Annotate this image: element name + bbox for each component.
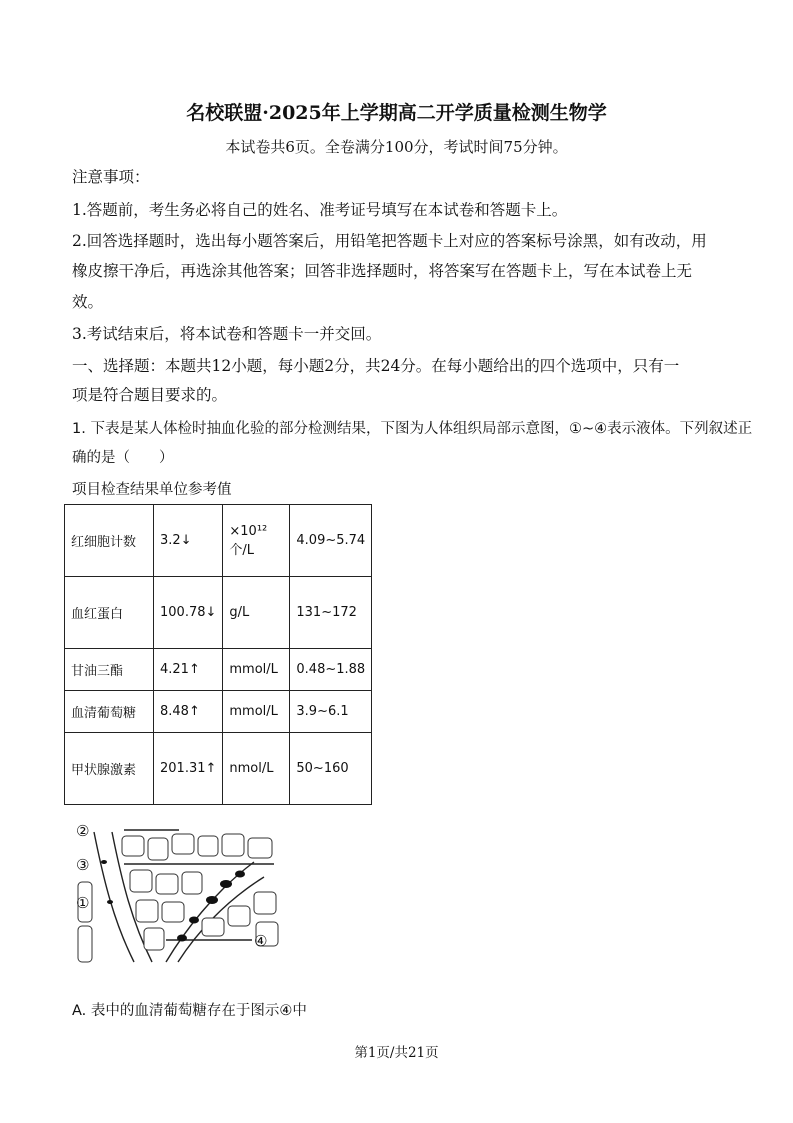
- section-heading-line-1: 一、选择题：本题共12小题，每小题2分，共24分。在每小题给出的四个选项中，只有一: [72, 357, 680, 375]
- table-caption: 项目检查结果单位参考值: [72, 482, 232, 498]
- question-1-stem-line-2: 确的是（ ）: [72, 450, 174, 466]
- tissue-diagram: [74, 822, 288, 968]
- cell-unit: ×10¹² 个/L: [223, 505, 290, 577]
- cell-ref: 50~160: [290, 733, 372, 805]
- blood-test-table: [64, 504, 372, 805]
- notice-item-2-line-3: 效。: [72, 293, 104, 311]
- table-row: [65, 505, 372, 577]
- cell-result: 100.78↓: [154, 577, 223, 649]
- table-row: [65, 733, 372, 805]
- cell-unit: mmol/L: [223, 691, 290, 733]
- cell-unit: mmol/L: [223, 649, 290, 691]
- fig-label-3: ③: [76, 856, 90, 874]
- question-1-stem-line-1: 1. 下表是某人体检时抽血化验的部分检测结果，下图为人体组织局部示意图，①~④表示液体。下列叙述正: [72, 421, 753, 437]
- fig-label-2: ②: [76, 822, 90, 840]
- notice-item-2-line-1: 2.回答选择题时，选出每小题答案后，用铅笔把答题卡上对应的答案标号涂黑，如有改动，用: [72, 232, 707, 250]
- cell-item: 甲状腺激素: [65, 733, 154, 805]
- cell-unit: nmol/L: [223, 733, 290, 805]
- cell-result: 201.31↑: [154, 733, 223, 805]
- cell-result: 3.2↓: [154, 505, 223, 577]
- exam-info: 本试卷共6页。全卷满分100分，考试时间75分钟。: [225, 138, 568, 156]
- cell-unit: g/L: [223, 577, 290, 649]
- notice-item-3: 3.考试结束后，将本试卷和答题卡一并交回。: [72, 325, 382, 343]
- cell-ref: 4.09~5.74: [290, 505, 372, 577]
- page-number: 第1页/共21页: [354, 1045, 439, 1061]
- notice-item-1: 1.答题前，考生务必将自己的姓名、准考证号填写在本试卷和答题卡上。: [72, 201, 568, 219]
- section-heading-line-2: 项是符合题目要求的。: [72, 386, 228, 404]
- table-row: [65, 691, 372, 733]
- fig-label-4: ④: [254, 932, 268, 950]
- cell-item: 红细胞计数: [65, 505, 154, 577]
- table-row: [65, 649, 372, 691]
- cell-ref: 0.48~1.88: [290, 649, 372, 691]
- fig-label-1: ①: [76, 894, 90, 912]
- cell-result: 4.21↑: [154, 649, 223, 691]
- cell-ref: 131~172: [290, 577, 372, 649]
- cell-item: 血红蛋白: [65, 577, 154, 649]
- cell-ref: 3.9~6.1: [290, 691, 372, 733]
- table-row: [65, 577, 372, 649]
- notice-item-2-line-2: 橡皮擦干净后，再选涂其他答案；回答非选择题时，将答案写在答题卡上，写在本试卷上无: [72, 262, 693, 280]
- cell-item: 血清葡萄糖: [65, 691, 154, 733]
- option-a: A. 表中的血清葡萄糖存在于图示④中: [72, 1003, 307, 1019]
- page-title: 名校联盟·2025年上学期高二开学质量检测生物学: [186, 102, 607, 124]
- cell-result: 8.48↑: [154, 691, 223, 733]
- cell-item: 甘油三酯: [65, 649, 154, 691]
- notice-heading: 注意事项：: [72, 168, 150, 186]
